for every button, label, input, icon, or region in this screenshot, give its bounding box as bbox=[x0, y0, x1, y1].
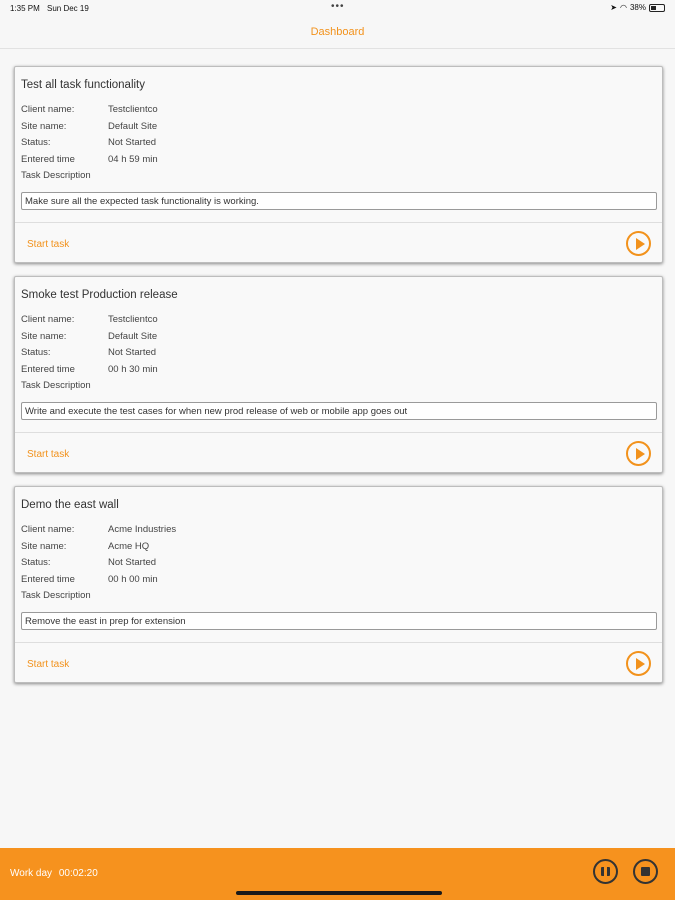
entered-label: Entered time bbox=[21, 154, 75, 165]
start-task-link[interactable]: Start task bbox=[27, 449, 70, 460]
pause-button[interactable] bbox=[593, 859, 618, 884]
location-icon: ➤ bbox=[610, 3, 617, 12]
divider bbox=[15, 432, 662, 433]
workday-time: 00:02:20 bbox=[58, 868, 98, 879]
workday-timer bbox=[10, 868, 98, 879]
wifi-icon: ◠ bbox=[620, 3, 627, 12]
site-value: Default Site bbox=[108, 121, 158, 132]
entered-label: Entered time bbox=[21, 364, 75, 375]
task-title: Test all task functionality bbox=[21, 79, 146, 91]
pause-icon bbox=[601, 867, 610, 876]
multitasking-dots-icon[interactable]: ••• bbox=[331, 1, 345, 12]
status-value: Not Started bbox=[108, 137, 157, 148]
client-value: Testclientco bbox=[108, 314, 158, 325]
workday-label: Work day bbox=[10, 868, 53, 879]
client-label: Client name: bbox=[21, 314, 75, 325]
description-label: Task Description bbox=[21, 590, 91, 601]
play-icon[interactable] bbox=[626, 651, 651, 676]
status-time: 1:35 PM bbox=[10, 4, 40, 13]
client-value: Acme Industries bbox=[108, 524, 177, 535]
task-title: Demo the east wall bbox=[21, 499, 119, 511]
entered-label: Entered time bbox=[21, 574, 75, 585]
site-label: Site name: bbox=[21, 331, 67, 342]
play-icon[interactable] bbox=[626, 441, 651, 466]
status-label: Status: bbox=[21, 137, 51, 148]
client-label: Client name: bbox=[21, 524, 75, 535]
start-task-link[interactable]: Start task bbox=[27, 659, 70, 670]
description-label: Task Description bbox=[21, 380, 91, 391]
entered-value: 00 h 00 min bbox=[108, 574, 158, 585]
battery-icon bbox=[649, 4, 665, 12]
page-title: Dashboard bbox=[310, 26, 365, 38]
task-card bbox=[14, 276, 663, 473]
divider bbox=[15, 642, 662, 643]
site-label: Site name: bbox=[21, 121, 67, 132]
task-title: Smoke test Production release bbox=[21, 289, 178, 301]
start-task-link[interactable]: Start task bbox=[27, 239, 70, 250]
status-value: Not Started bbox=[108, 557, 157, 568]
stop-button[interactable] bbox=[633, 859, 658, 884]
description-field[interactable]: Make sure all the expected task functionality is working. bbox=[21, 192, 657, 210]
status-date: Sun Dec 19 bbox=[47, 4, 89, 13]
description-field[interactable]: Remove the east in prep for extension bbox=[21, 612, 657, 630]
status-right bbox=[610, 3, 665, 12]
site-label: Site name: bbox=[21, 541, 67, 552]
description-label: Task Description bbox=[21, 170, 91, 181]
description-field[interactable]: Write and execute the test cases for when new prod release of web or mobile app goes out bbox=[21, 402, 657, 420]
site-value: Acme HQ bbox=[108, 541, 150, 552]
client-value: Testclientco bbox=[108, 104, 158, 115]
status-value: Not Started bbox=[108, 347, 157, 358]
nav-header bbox=[0, 18, 675, 49]
status-label: Status: bbox=[21, 347, 51, 358]
battery-percent: 38% bbox=[629, 3, 646, 12]
client-label: Client name: bbox=[21, 104, 75, 115]
home-indicator[interactable] bbox=[236, 891, 442, 895]
status-bar bbox=[0, 0, 675, 18]
stop-icon bbox=[641, 867, 650, 876]
play-icon[interactable] bbox=[626, 231, 651, 256]
task-card bbox=[14, 66, 663, 263]
entered-value: 00 h 30 min bbox=[108, 364, 158, 375]
task-card bbox=[14, 486, 663, 683]
entered-value: 04 h 59 min bbox=[108, 154, 158, 165]
status-label: Status: bbox=[21, 557, 51, 568]
divider bbox=[15, 222, 662, 223]
site-value: Default Site bbox=[108, 331, 158, 342]
